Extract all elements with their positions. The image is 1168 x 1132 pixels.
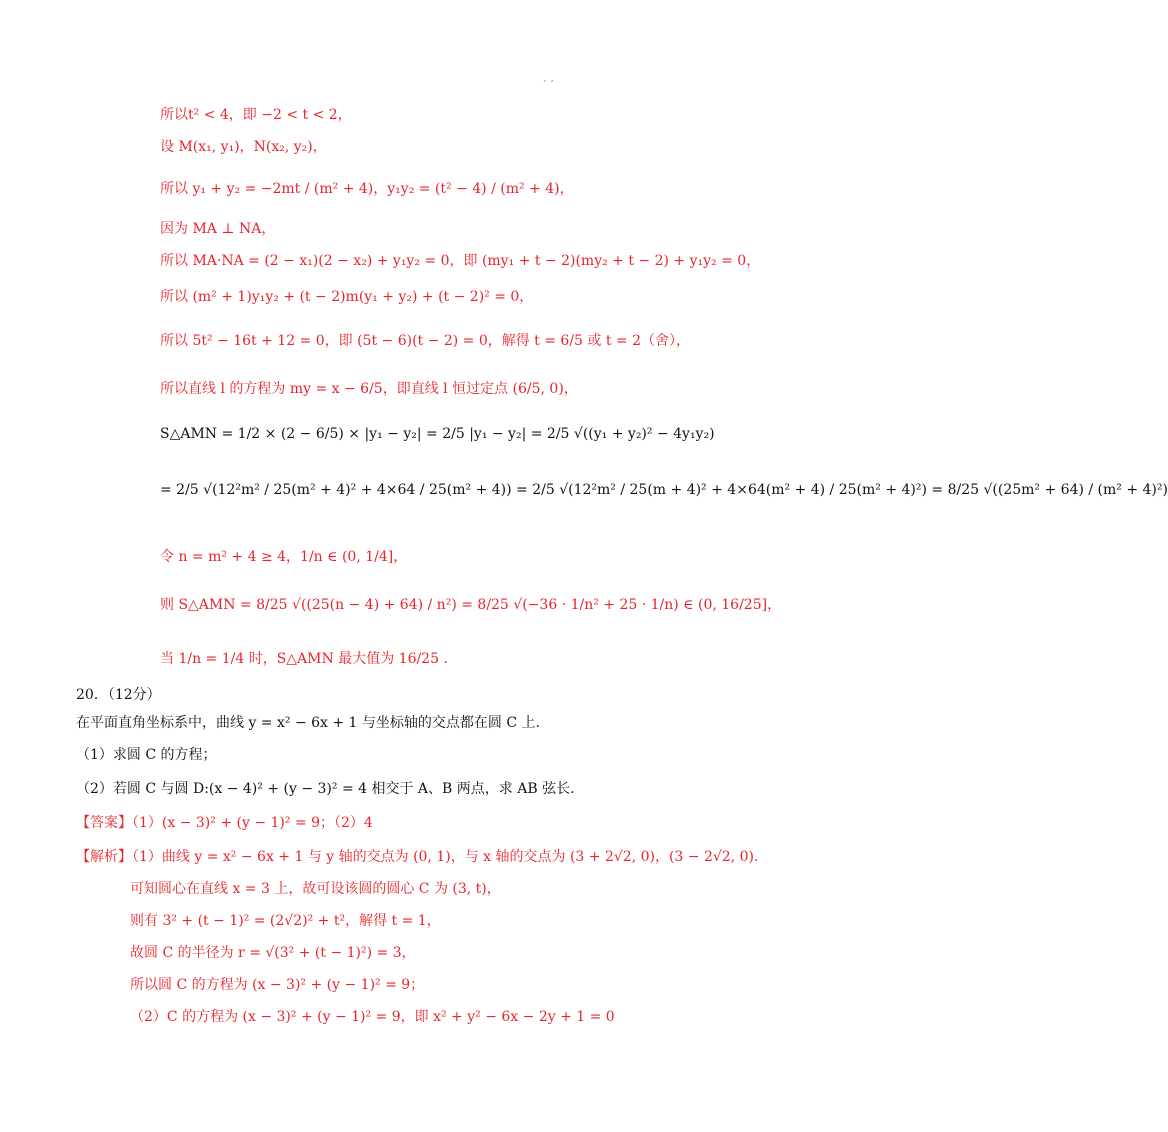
text-line: 20．（12分） <box>76 687 161 703</box>
text-line: 设 M(x₁, y₁)，N(x₂, y₂)， <box>160 139 327 155</box>
text-line: 因为 MA ⊥ NA， <box>160 221 276 237</box>
text-line: 可知圆心在直线 x = 3 上，故可设该圆的圆心 C 为 (3, t)， <box>130 881 501 897</box>
text-line: 则有 3² + (t − 1)² = (2√2)² + t²，解得 t = 1， <box>130 913 441 929</box>
text-line: 所以圆 C 的方程为 (x − 3)² + (y − 1)² = 9； <box>130 977 425 993</box>
text-line: = 2/5 √(12²m² / 25(m² + 4)² + 4×64 / 25(m² + 4)) = 2/5 √(12²m² / 25(m + 4)² + 4×64(m² + 4) / 25(m² + 4)²) = 8/25 √((25m² + 64) / (m² + 4)²) <box>160 482 1168 498</box>
text-line: 【解析】（1）曲线 y = x² − 6x + 1 与 y 轴的交点为 (0, 1)，与 x 轴的交点为 (3 + 2√2, 0)，(3 − 2√2, 0). <box>76 849 759 865</box>
text-line: 令 n = m² + 4 ≥ 4，1/n ∈ (0, 1/4]， <box>160 549 408 565</box>
text-line: 故圆 C 的半径为 r = √(3² + (t − 1)²) = 3， <box>130 945 416 961</box>
text-line: 所以直线 l 的方程为 my = x − 6/5，即直线 l 恒过定点 (6/5, 0)， <box>160 381 578 397</box>
text-line: 所以 5t² − 16t + 12 = 0，即 (5t − 6)(t − 2) = 0，解得 t = 6/5 或 t = 2（舍）， <box>160 333 691 349</box>
text-line: 【答案】（1）(x − 3)² + (y − 1)² = 9；（2）4 <box>76 815 373 831</box>
text-line: 所以 y₁ + y₂ = −2mt / (m² + 4)，y₁y₂ = (t² − 4) / (m² + 4)， <box>160 181 574 197</box>
text-line: 则 S△AMN = 8/25 √((25(n − 4) + 64) / n²) = 8/25 √(−36 · 1/n² + 25 · 1/n) ∈ (0, 16/25]， <box>160 597 782 613</box>
text-line: 所以 MA·NA = (2 − x₁)(2 − x₂) + y₁y₂ = 0，即 (my₁ + t − 2)(my₂ + t − 2) + y₁y₂ = 0， <box>160 253 761 269</box>
text-line: 在平面直角坐标系中，曲线 y = x² − 6x + 1 与坐标轴的交点都在圆 C 上. <box>76 715 540 731</box>
text-line: （2）C 的方程为 (x − 3)² + (y − 1)² = 9，即 x² + y² − 6x − 2y + 1 = 0 <box>130 1009 615 1025</box>
text-line: S△AMN = 1/2 × (2 − 6/5) × |y₁ − y₂| = 2/5 |y₁ − y₂| = 2/5 √((y₁ + y₂)² − 4y₁y₂) <box>160 426 715 442</box>
corner-marks: ˊ ˊ <box>542 81 554 91</box>
text-line: 当 1/n = 1/4 时，S△AMN 最大值为 16/25 . <box>160 651 448 667</box>
text-line: （1）求圆 C 的方程； <box>76 747 217 763</box>
text-line: （2）若圆 C 与圆 D:(x − 4)² + (y − 3)² = 4 相交于 A、B 两点，求 AB 弦长. <box>76 781 575 797</box>
text-line: 所以t² < 4，即 −2 < t < 2， <box>160 107 352 123</box>
text-line: 所以 (m² + 1)y₁y₂ + (t − 2)m(y₁ + y₂) + (t − 2)² = 0， <box>160 289 534 305</box>
